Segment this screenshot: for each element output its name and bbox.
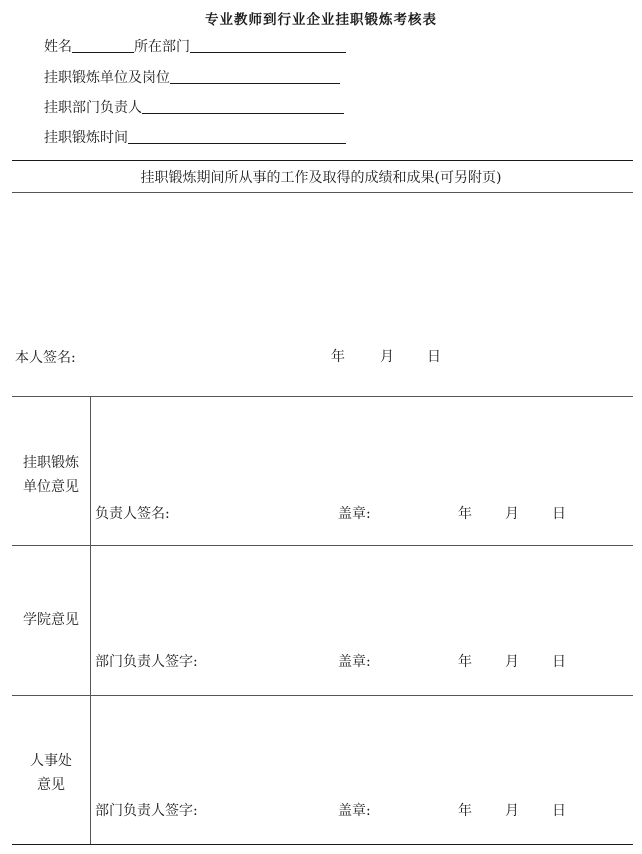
college-opinion-month: 月 [505, 654, 519, 670]
unit-opinion-sign-label: 负责人签名: [95, 506, 170, 522]
unit-opinion-label-line2: 单位意见 [23, 479, 79, 495]
manager-label: 挂职部门负责人 [44, 100, 142, 116]
unit-opinion-label-line1: 挂职锻炼 [23, 455, 79, 471]
time-label: 挂职锻炼时间 [44, 130, 128, 146]
college-opinion-year: 年 [458, 654, 472, 670]
manager-field[interactable] [142, 98, 344, 114]
unit-opinion-label [12, 451, 90, 499]
self-sign-day: 日 [427, 349, 441, 365]
table-top-border [12, 160, 633, 161]
college-opinion-label [12, 608, 90, 632]
hr-opinion-day: 日 [552, 803, 566, 819]
form-title: 专业教师到行业企业挂职锻炼考核表 [205, 12, 437, 28]
college-opinion-sign-label: 部门负责人签字: [95, 654, 198, 670]
hr-opinion-label [12, 749, 90, 797]
opinion-section-divider [12, 396, 633, 397]
table-bottom-border [12, 844, 633, 845]
hr-opinion-seal-label: 盖章: [338, 803, 371, 819]
self-sign-label: 本人签名: [15, 350, 76, 366]
time-field[interactable] [128, 128, 346, 144]
name-field[interactable] [72, 37, 134, 53]
unit-opinion-year: 年 [458, 506, 472, 522]
unit-opinion-seal-label: 盖章: [338, 506, 371, 522]
self-sign-year: 年 [331, 349, 345, 365]
unit-field[interactable] [170, 68, 340, 84]
opinion-row-divider-2 [12, 695, 633, 696]
time-row [44, 128, 346, 148]
hr-opinion-month: 月 [505, 803, 519, 819]
hr-opinion-label-line2: 意见 [37, 777, 65, 793]
work-section-title: 挂职锻炼期间所从事的工作及取得的成绩和成果(可另附页) [140, 170, 502, 186]
dept-field[interactable] [190, 37, 346, 53]
name-dept-row [44, 37, 346, 57]
unit-label: 挂职锻炼单位及岗位 [44, 70, 170, 86]
unit-opinion-month: 月 [505, 506, 519, 522]
college-opinion-area[interactable] [92, 547, 632, 647]
opinion-row-divider-1 [12, 545, 633, 546]
unit-row [44, 68, 340, 88]
hr-opinion-area[interactable] [92, 697, 632, 797]
college-opinion-seal-label: 盖章: [338, 654, 371, 670]
name-label: 姓名 [44, 39, 72, 55]
unit-opinion-day: 日 [552, 506, 566, 522]
hr-opinion-label-line1: 人事处 [30, 753, 72, 769]
dept-label: 所在部门 [134, 39, 190, 55]
hr-opinion-sign-label: 部门负责人签字: [95, 803, 198, 819]
college-opinion-day: 日 [552, 654, 566, 670]
college-opinion-label-line1: 学院意见 [23, 612, 79, 628]
hr-opinion-year: 年 [458, 803, 472, 819]
manager-row [44, 98, 344, 118]
work-content-area[interactable] [12, 193, 633, 333]
self-sign-month: 月 [380, 349, 394, 365]
opinion-column-divider [90, 396, 91, 845]
unit-opinion-area[interactable] [92, 398, 632, 498]
